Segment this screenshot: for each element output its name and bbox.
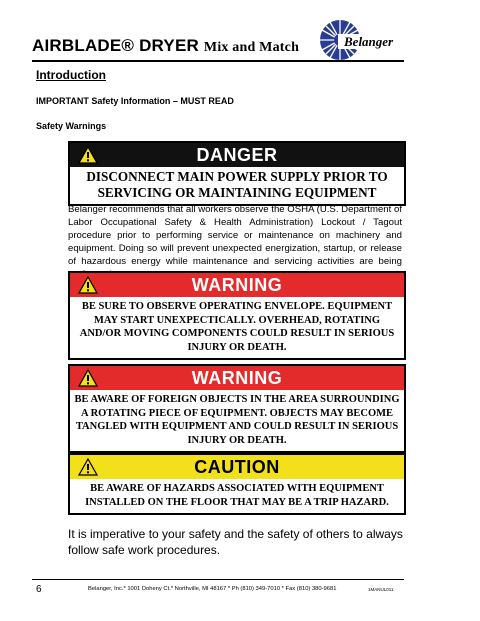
important-heading: IMPORTANT Safety Information – MUST READ <box>36 96 234 106</box>
warning-label-2: WARNING <box>191 368 283 388</box>
closing-statement: It is imperative to your safety and the safety of others to always follow safe work procedures. <box>68 527 403 557</box>
document-code: 1MANUL011 <box>368 587 394 592</box>
title-sub: Mix and Match <box>203 40 300 55</box>
danger-message: DISCONNECT MAIN POWER SUPPLY PRIOR TO SERVICING OR MAINTAINING EQUIPMENT <box>86 169 388 200</box>
document-title <box>32 36 299 56</box>
warning-banner-2 <box>70 366 404 390</box>
warning-banner-1 <box>70 273 404 297</box>
danger-label: DANGER <box>196 145 278 165</box>
caution-label: CAUTION <box>194 457 280 477</box>
warning-message-1: BE SURE TO OBSERVE OPERATING ENVELOPE. EQUIPMENT MAY START UNEXPECTICALLY. OVERHEAD, ROTATING AND/OR MOVING COMPONENTS COULD RESULT IN SERIOUS INJURY OR DEATH. <box>79 301 395 353</box>
footer-address: Belanger, Inc.* 1001 Doheny Ct.* Northville, MI 48167 * Ph (810) 349-7010 * Fax (810) 380-9681 <box>88 586 337 592</box>
warning-message-2: BE AWARE OF FOREIGN OBJECTS IN THE AREA SURROUNDING A ROTATING PIECE OF EQUIPMENT. OBJECTS MAY BECOME TANGLED WITH EQUIPMENT AND COULD RESULT IN SERIOUS INJURY OR DEATH. <box>74 394 400 446</box>
logo-wordmark: Belanger <box>344 34 394 49</box>
caution-message: BE AWARE OF HAZARDS ASSOCIATED WITH EQUIPMENT INSTALLED ON THE FLOOR THAT MAY BE A TRIP HAZARD. <box>85 483 389 508</box>
caution-banner <box>70 455 404 479</box>
safety-warnings-heading: Safety Warnings <box>36 121 107 131</box>
warning-box-1 <box>68 271 406 360</box>
title-main: AIRBLADE® DRYER <box>32 36 199 55</box>
introduction-heading: Introduction <box>36 68 106 82</box>
warning-box-2 <box>68 364 406 453</box>
warning-label-1: WARNING <box>191 275 283 295</box>
caution-box <box>68 453 406 515</box>
header-rule <box>32 60 404 62</box>
danger-box <box>68 141 406 206</box>
footer-rule <box>32 579 404 580</box>
page-number: 6 <box>36 584 42 595</box>
danger-banner <box>70 143 404 167</box>
lockout-paragraph: Belanger recommends that all workers observe the OSHA (U.S. Department of Labor Occupational Safety & Health Administration) Lockout / Tagout procedure prior to performing service or maintenance on machinery and equipment. Doing so will prevent unexpected energization, startup, or release of hazardous energy while maintenance and servicing activities are being <box>68 204 402 267</box>
belanger-logo <box>318 18 402 62</box>
